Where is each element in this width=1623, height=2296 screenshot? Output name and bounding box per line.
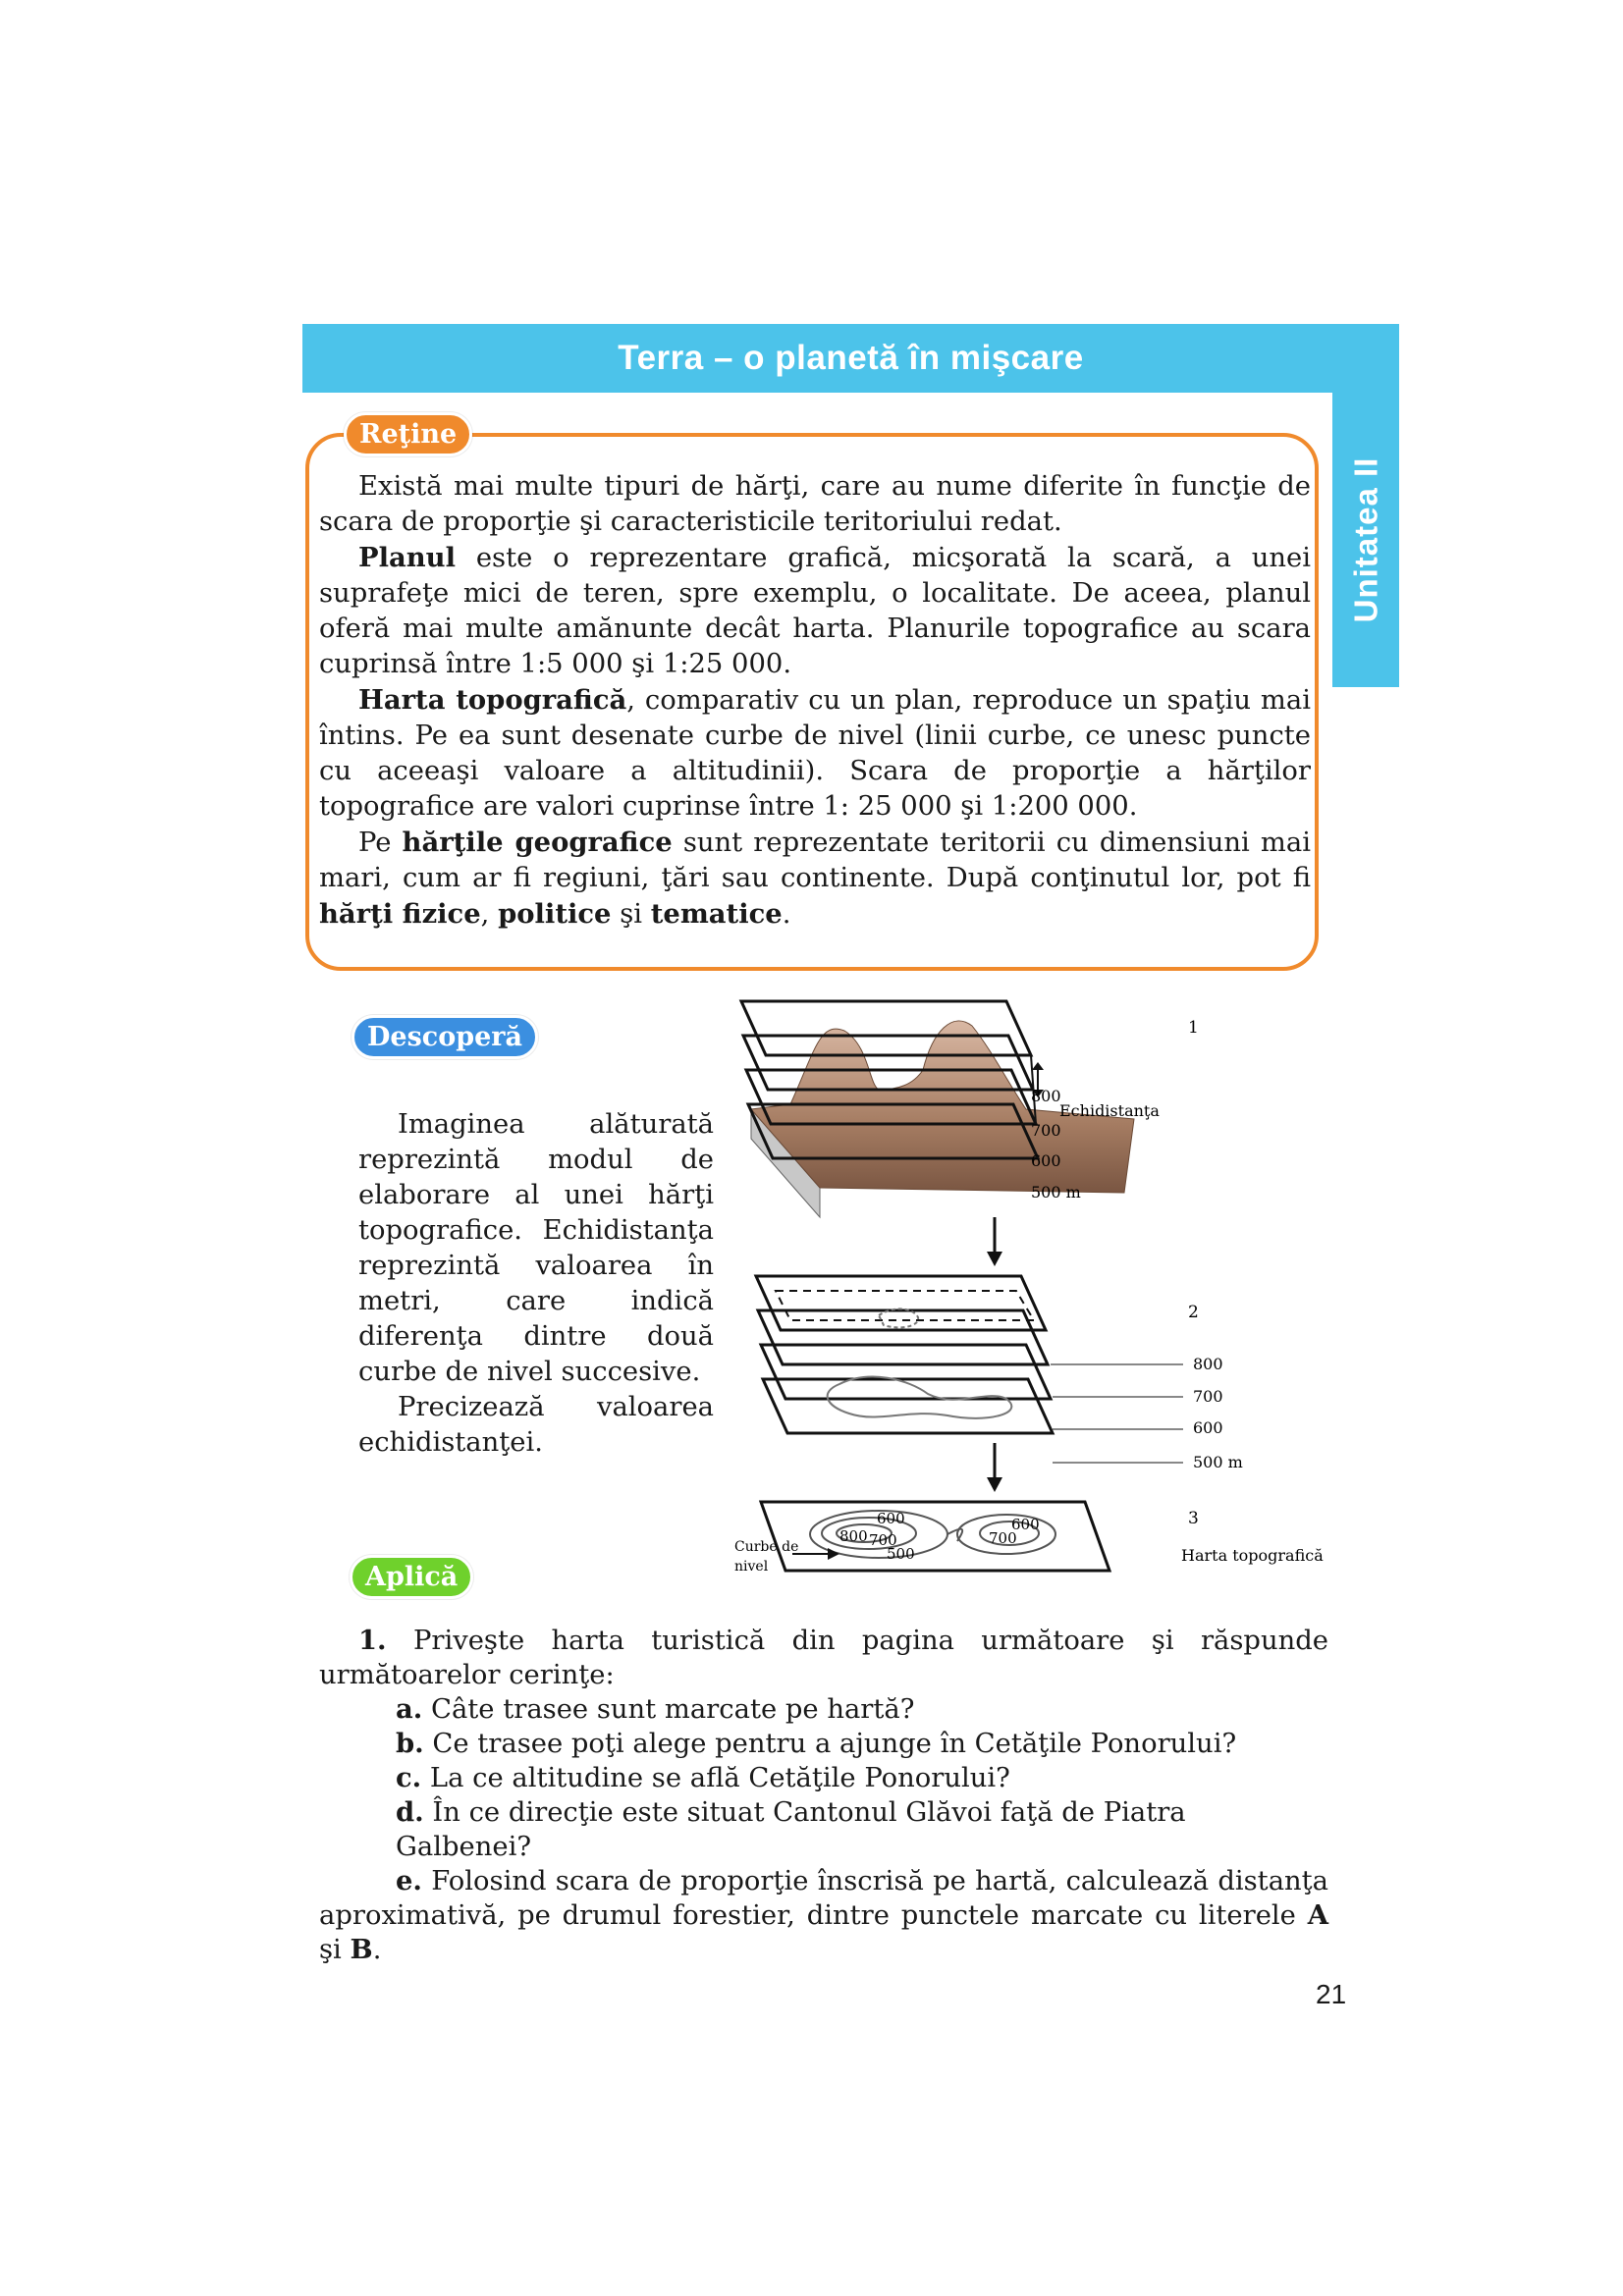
term-harti-fizice: hărţi fizice <box>319 898 481 930</box>
chapter-banner <box>302 324 1399 393</box>
item-c-letter: c. <box>396 1762 422 1793</box>
retine-p4-a: Pe <box>358 828 403 858</box>
curbe-pointer-head <box>828 1548 839 1560</box>
item-d-letter: d. <box>396 1796 424 1828</box>
contour-plane-800 <box>756 1276 1046 1330</box>
echidistanta-label: Echidistanţa <box>1059 1101 1160 1120</box>
question-item-b <box>319 1727 1328 1761</box>
item-b-letter: b. <box>396 1728 424 1759</box>
retine-p4-d: şi <box>611 899 651 930</box>
step-2-label: 2 <box>1188 1303 1199 1322</box>
retine-paragraph-3-text: , comparativ cu un plan, reproduce un spaţiu mai întins. Pe ea sunt desenate curbe de nivel (linii curbe, ce unesc puncte cu aceeaşi valoare a altitudinii). Scara de proporţie a hărţilor topografice are valori cuprinse între 1: 25 000 şi 1:200 000. <box>319 685 1311 822</box>
aplica-content <box>319 1624 1328 1967</box>
descopera-paragraph-1: Imaginea alăturată reprezintă modul de elaborare al unei hărţi topografice. Echidistanţa reprezintă valoarea în metri, care indică diferenţa dintre două curbe de nivel succesive. <box>358 1109 714 1387</box>
retine-paragraph-2 <box>319 540 1311 682</box>
item-b-text: Ce trasee poţi alege pentru a ajunge în Cetăţile Ponorului? <box>423 1729 1237 1759</box>
map-label-600-right: 600 <box>1011 1516 1040 1533</box>
term-politice: politice <box>498 898 612 930</box>
point-b-label: B <box>350 1934 373 1965</box>
stage-2-contours <box>756 1276 1053 1433</box>
map-label-800: 800 <box>839 1527 868 1545</box>
level-top-500: 500 m <box>1031 1183 1081 1201</box>
map-label-700-right: 700 <box>989 1529 1017 1547</box>
item-c-text: La ce altitudine se află Cetăţile Ponorului? <box>421 1763 1010 1793</box>
descopera-badge: Descoperă <box>352 1015 538 1059</box>
map-label-600-left: 600 <box>877 1510 905 1527</box>
item-e-text: Folosind scara de proporţie înscrisă pe hartă, calculează distanţa aproximativă, pe drumul forestier, dintre punctele marcate cu literele <box>319 1866 1328 1931</box>
retine-paragraph-3 <box>319 682 1311 825</box>
descopera-content <box>358 1107 714 1461</box>
retine-p4-c: , <box>480 899 499 930</box>
level-mid-700: 700 <box>1193 1387 1223 1406</box>
point-a-label: A <box>1307 1899 1328 1931</box>
retine-paragraph-4 <box>319 825 1311 933</box>
item-a-letter: a. <box>396 1693 423 1725</box>
question-1-number: 1. <box>358 1625 387 1656</box>
item-e-letter: e. <box>396 1865 422 1896</box>
descopera-paragraph-2: Precizează valoarea echidistanţei. <box>358 1392 714 1458</box>
term-harta-topografica: Harta topografică <box>358 684 627 716</box>
contour-plane-500 <box>763 1379 1053 1433</box>
topographic-map-figure <box>731 991 1335 1605</box>
item-e-end: . <box>372 1935 382 1965</box>
question-item-c <box>319 1761 1328 1795</box>
contour-saddle <box>947 1529 962 1541</box>
arrow-1-2-head <box>987 1252 1002 1266</box>
item-d-text: În ce direcţie este situat Cantonul Glăvoi faţă de Piatra Galbenei? <box>396 1797 1186 1862</box>
chapter-title: Terra – o planetă în mişcare <box>618 339 1084 377</box>
arrow-2-3-head <box>987 1477 1002 1492</box>
item-a-text: Câte trasee sunt marcate pe hartă? <box>422 1694 915 1725</box>
echidistanta-arrowhead-up <box>1032 1062 1044 1070</box>
item-e-mid: şi <box>319 1935 351 1965</box>
map-plane <box>761 1502 1109 1571</box>
contour-plane-600 <box>761 1345 1051 1399</box>
level-top-700: 700 <box>1031 1121 1061 1140</box>
step-1-label: 1 <box>1188 1018 1199 1038</box>
term-tematice: tematice <box>650 898 783 930</box>
unit-label: Unitatea II <box>1347 456 1384 623</box>
retine-content <box>319 469 1311 933</box>
unit-side-tab <box>1332 393 1399 687</box>
contour-plane-700 <box>758 1310 1048 1364</box>
level-mid-500: 500 m <box>1193 1453 1243 1471</box>
level-top-800: 800 <box>1031 1087 1061 1105</box>
step-3-label: 3 <box>1188 1509 1199 1528</box>
curbe-de-nivel-label-2: nivel <box>734 1559 769 1575</box>
question-item-a <box>319 1692 1328 1727</box>
term-planul: Planul <box>358 542 456 573</box>
question-1-text: Priveşte harta turistică din pagina următoare şi răspunde următoarelor cerinţe: <box>319 1626 1328 1690</box>
retine-paragraph-2-text: este o reprezentare grafică, micşorată la scară, a unei suprafeţe mici de teren, spre exemplu, o localitate. De aceea, planul oferă mai multe amănunte decât harta. Planurile topografice au scara cuprinsă între 1:5 000 şi 1:25 000. <box>319 543 1311 679</box>
contour-dashed <box>776 1291 1034 1320</box>
retine-paragraph-1: Există mai multe tipuri de hărţi, care au nume diferite în funcţie de scara de proporţie şi caracteristicile teritoriului redat. <box>319 471 1311 537</box>
stage-3-map <box>761 1502 1109 1571</box>
term-hartile-geografice: hărţile geografice <box>402 827 673 858</box>
retine-badge: Reţine <box>344 412 472 456</box>
map-label-700-left: 700 <box>869 1531 897 1549</box>
aplica-badge: Aplică <box>350 1555 473 1599</box>
question-item-d <box>319 1795 1328 1864</box>
level-mid-600: 600 <box>1193 1418 1223 1437</box>
retine-p4-b: sunt reprezentate teritorii cu dimensiuni mai mari, cum ar fi regiuni, ţări sau continente. După conţinutul lor, pot fi <box>319 828 1311 893</box>
level-mid-800: 800 <box>1193 1355 1223 1373</box>
page-number: 21 <box>1316 1979 1347 2009</box>
map-label-500: 500 <box>887 1545 915 1563</box>
harta-topografica-label: Harta topografică <box>1181 1546 1324 1565</box>
retine-p4-e: . <box>782 899 791 930</box>
question-1 <box>319 1624 1328 1692</box>
level-top-600: 600 <box>1031 1151 1061 1170</box>
question-item-e <box>319 1864 1328 1967</box>
curbe-de-nivel-label-1: Curbe de <box>734 1539 799 1555</box>
